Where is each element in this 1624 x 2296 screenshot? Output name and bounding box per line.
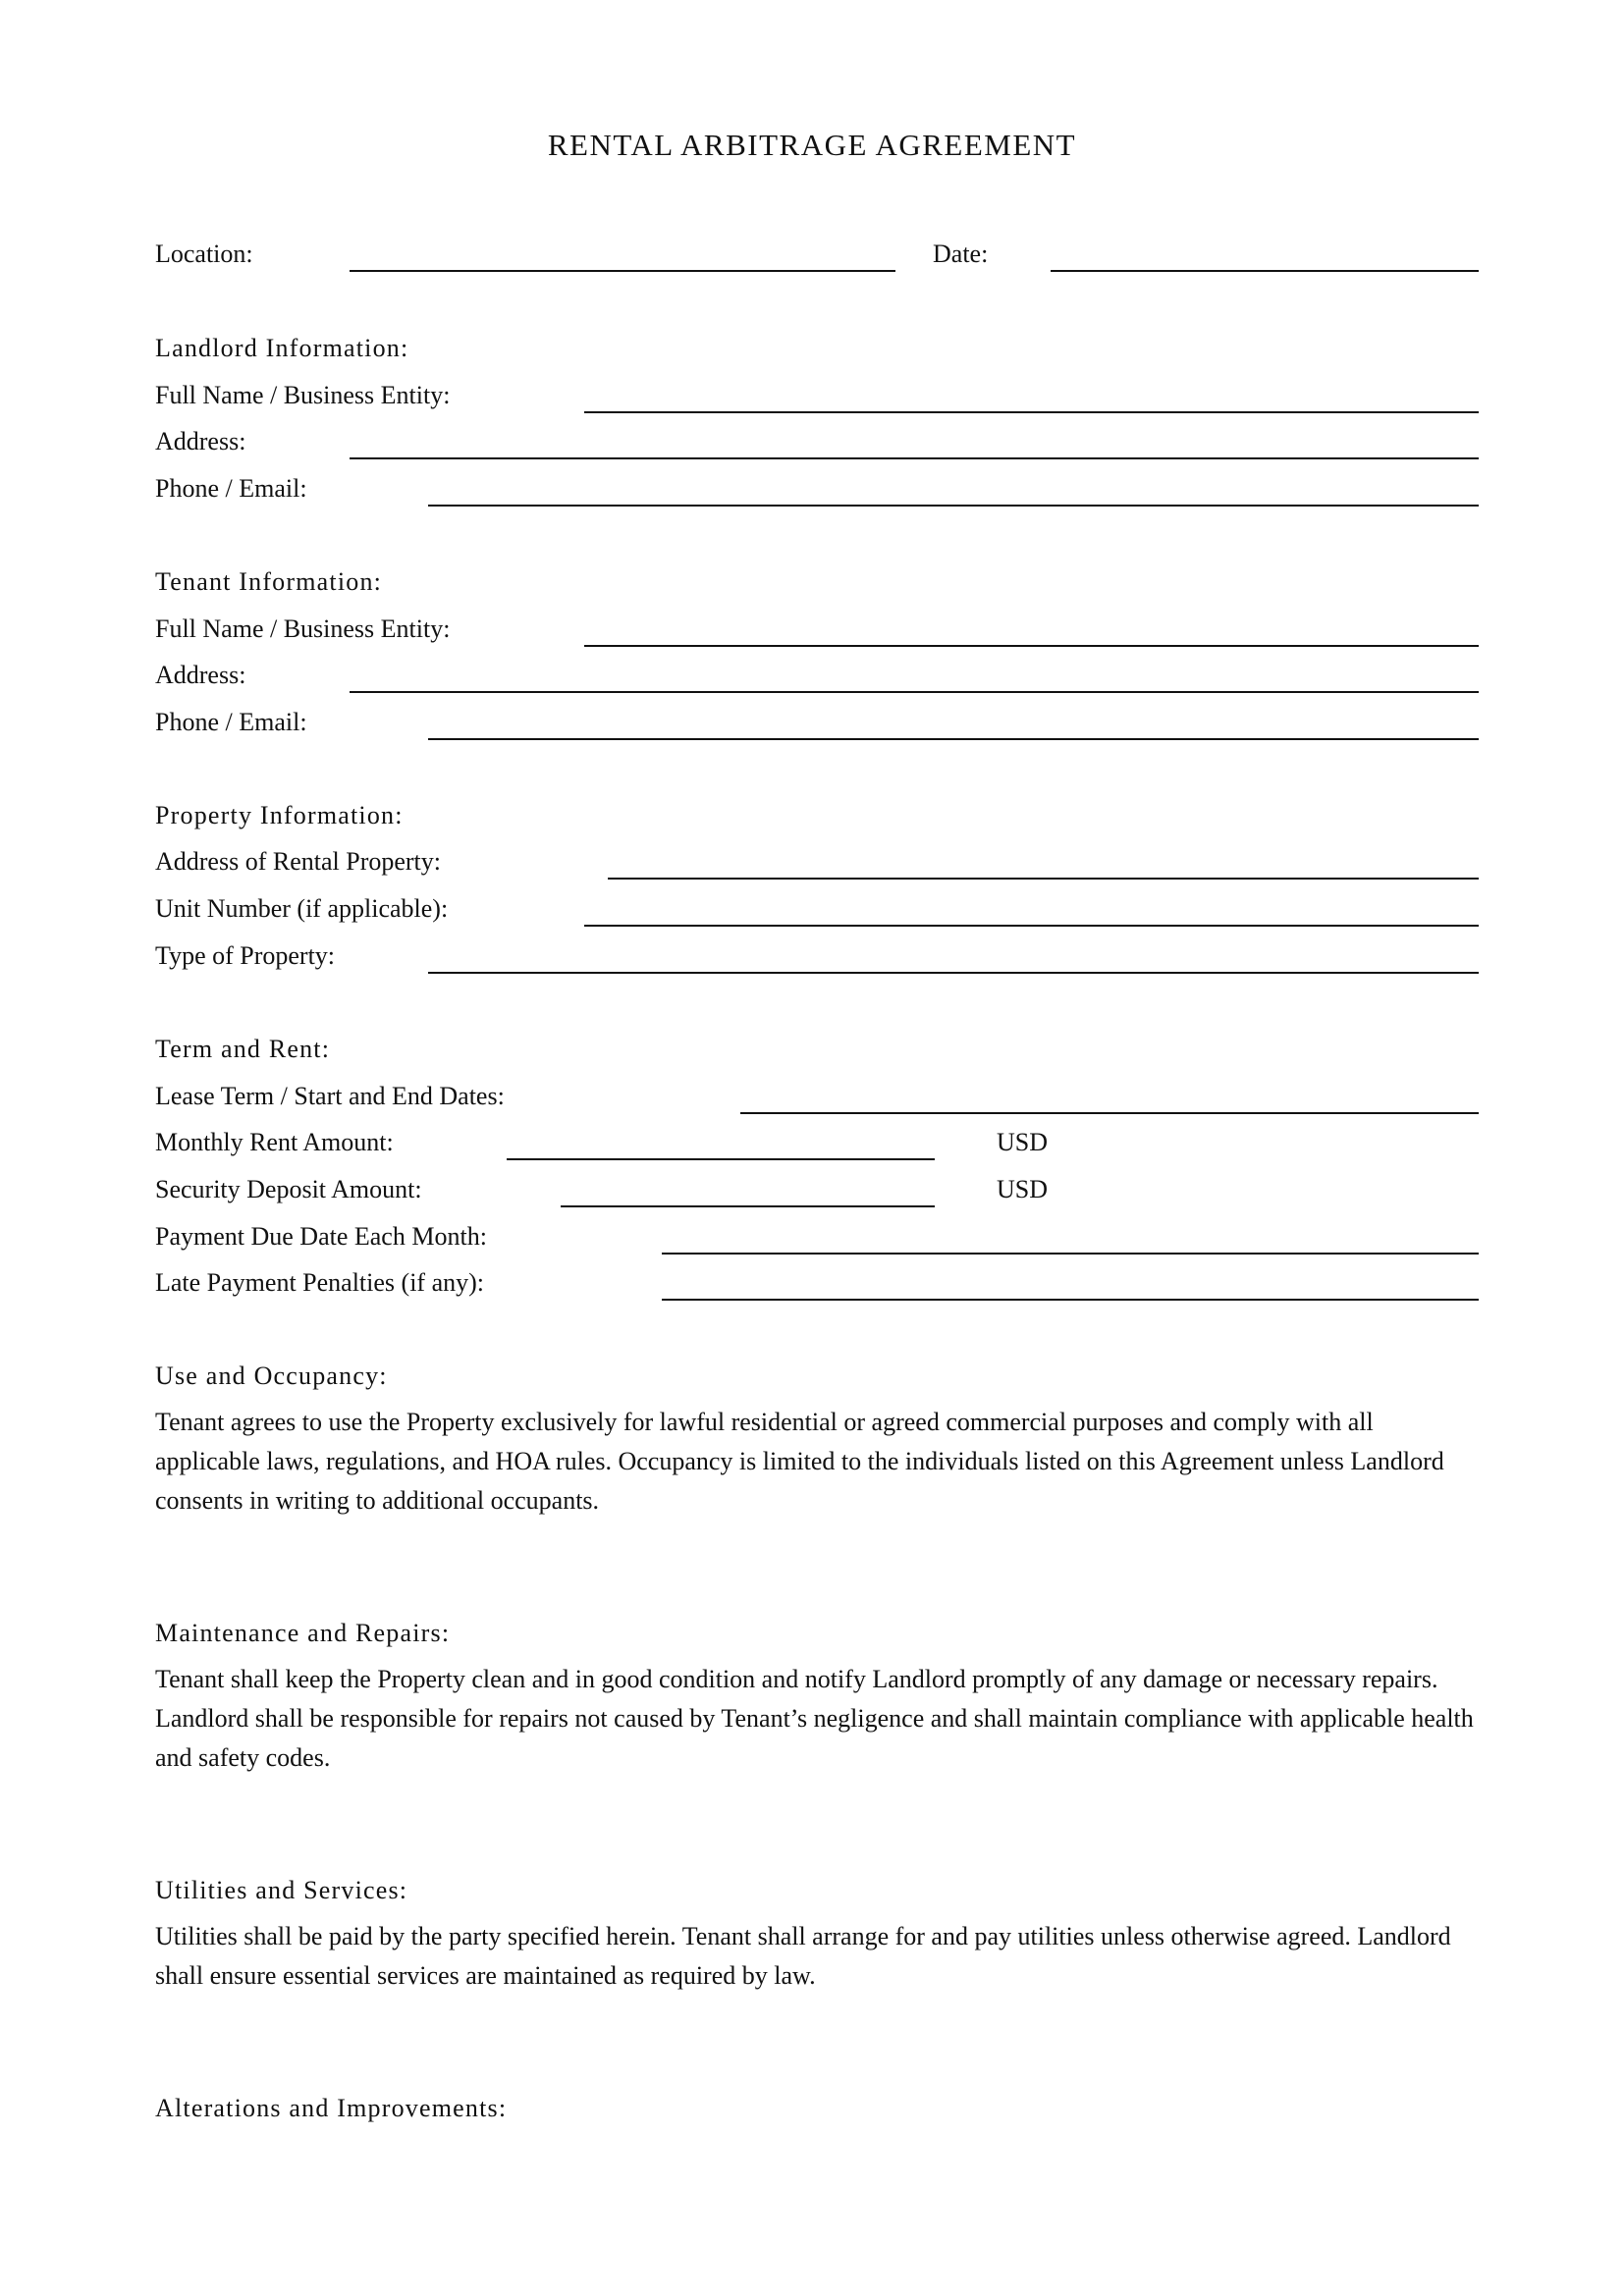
date-field[interactable] <box>1051 270 1479 272</box>
location-field[interactable] <box>350 270 895 272</box>
date-label: Date: <box>933 240 989 268</box>
late-penalty-field[interactable] <box>662 1299 1479 1301</box>
security-deposit-label: Security Deposit Amount: <box>155 1175 422 1203</box>
property-type-field[interactable] <box>428 972 1479 974</box>
property-address-label: Address of Rental Property: <box>155 847 442 876</box>
monthly-rent-label: Monthly Rent Amount: <box>155 1128 394 1156</box>
tenant-contact-label: Phone / Email: <box>155 708 307 736</box>
location-label: Location: <box>155 240 253 268</box>
landlord-name-label: Full Name / Business Entity: <box>155 381 451 409</box>
landlord-contact-label: Phone / Email: <box>155 474 307 503</box>
landlord-contact-field[interactable] <box>428 505 1479 507</box>
property-unit-field[interactable] <box>584 925 1479 927</box>
landlord-heading: Landlord Information: <box>155 334 409 362</box>
document-title: RENTAL ARBITRAGE AGREEMENT <box>547 128 1077 162</box>
tenant-name-label: Full Name / Business Entity: <box>155 614 451 643</box>
landlord-name-field[interactable] <box>584 411 1479 413</box>
tenant-contact-field[interactable] <box>428 738 1479 740</box>
landlord-address-label: Address: <box>155 427 246 455</box>
lease-term-field[interactable] <box>740 1112 1479 1114</box>
term-heading: Term and Rent: <box>155 1035 331 1063</box>
monthly-rent-currency: USD <box>997 1128 1049 1156</box>
use-heading: Use and Occupancy: <box>155 1362 388 1390</box>
landlord-address-field[interactable] <box>350 457 1479 459</box>
monthly-rent-field[interactable] <box>507 1158 935 1160</box>
late-penalty-label: Late Payment Penalties (if any): <box>155 1268 485 1297</box>
tenant-address-field[interactable] <box>350 691 1479 693</box>
utilities-heading: Utilities and Services: <box>155 1876 408 1904</box>
tenant-heading: Tenant Information: <box>155 567 383 596</box>
tenant-address-label: Address: <box>155 661 246 689</box>
maintenance-heading: Maintenance and Repairs: <box>155 1619 451 1647</box>
property-address-field[interactable] <box>608 878 1479 880</box>
utilities-paragraph: Utilities shall be paid by the party specified herein. Tenant shall arrange for and pay utilities unless otherwise agreed. Landlord shall ensure essential services are maintained as required by law. <box>155 1922 1451 1990</box>
property-unit-label: Unit Number (if applicable): <box>155 894 449 923</box>
security-deposit-field[interactable] <box>561 1205 935 1207</box>
property-type-label: Type of Property: <box>155 941 336 970</box>
security-deposit-currency: USD <box>997 1175 1049 1203</box>
tenant-name-field[interactable] <box>584 645 1479 647</box>
use-paragraph: Tenant agrees to use the Property exclusively for lawful residential or agreed commercial purposes and comply with all applicable laws, regulations, and HOA rules. Occupancy is limited to the individuals listed on this Agreement unless Landlord consents in writing to additional occupants. <box>155 1408 1444 1515</box>
payment-due-label: Payment Due Date Each Month: <box>155 1222 487 1251</box>
maintenance-paragraph: Tenant shall keep the Property clean and in good condition and notify Landlord promptly of any damage or necessary repairs. Landlord shall be responsible for repairs not caused by Tenant’s negligence and shall maintain compliance with applicable health and safety codes. <box>155 1665 1474 1772</box>
alterations-heading: Alterations and Improvements: <box>155 2094 508 2122</box>
payment-due-field[interactable] <box>662 1253 1479 1255</box>
lease-term-label: Lease Term / Start and End Dates: <box>155 1082 505 1110</box>
property-heading: Property Information: <box>155 801 404 829</box>
